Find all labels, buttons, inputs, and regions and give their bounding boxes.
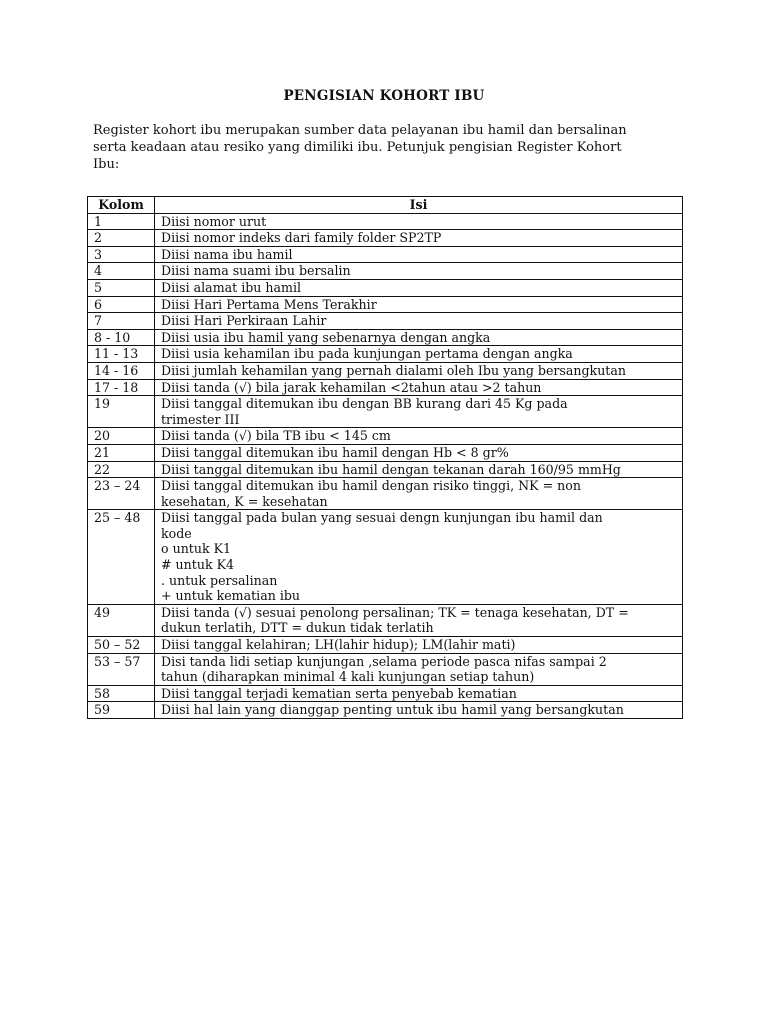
cell-kolom: 53 – 57: [88, 653, 155, 685]
cell-isi: Diisi tanggal ditemukan ibu dengan BB kurang dari 45 Kg pada trimester III: [155, 396, 683, 428]
cell-kolom: 8 - 10: [88, 329, 155, 346]
cell-kolom: 2: [88, 230, 155, 247]
table-row: [88, 313, 683, 330]
cell-kolom: 14 - 16: [88, 362, 155, 379]
cell-isi: Diisi tanggal kelahiran; LH(lahir hidup); LM(lahir mati): [155, 637, 683, 654]
table-row: [88, 461, 683, 478]
table-row: [88, 230, 683, 247]
cell-kolom: 4: [88, 263, 155, 280]
table-row: [88, 510, 683, 605]
cell-isi: Diisi nama suami ibu bersalin: [155, 263, 683, 280]
table-row: [88, 653, 683, 685]
table-row: [88, 246, 683, 263]
cell-isi: Diisi nomor urut: [155, 213, 683, 230]
table-row: [88, 296, 683, 313]
table-row: [88, 637, 683, 654]
table-row: [88, 362, 683, 379]
table-row: [88, 604, 683, 636]
cell-kolom: 6: [88, 296, 155, 313]
cell-kolom: 22: [88, 461, 155, 478]
cell-isi: Diisi Hari Perkiraan Lahir: [155, 313, 683, 330]
cell-kolom: 21: [88, 444, 155, 461]
table-row: [88, 346, 683, 363]
table-row: [88, 263, 683, 280]
cell-isi: Diisi nama ibu hamil: [155, 246, 683, 263]
cell-isi: Diisi tanggal pada bulan yang sesuai dengn kunjungan ibu hamil dan kode o untuk K1 # untuk K4 . untuk persalinan + untuk kematian ibu: [155, 510, 683, 605]
cell-isi: Diisi Hari Pertama Mens Terakhir: [155, 296, 683, 313]
table-row: [88, 329, 683, 346]
table-row: [88, 396, 683, 428]
cell-isi: Diisi tanggal ditemukan ibu hamil dengan risiko tinggi, NK = non kesehatan, K = kesehatan: [155, 478, 683, 510]
cell-isi: Diisi jumlah kehamilan yang pernah dialami oleh Ibu yang bersangkutan: [155, 362, 683, 379]
table-row: [88, 702, 683, 719]
table-row: [88, 213, 683, 230]
cell-isi: Diisi hal lain yang dianggap penting untuk ibu hamil yang bersangkutan: [155, 702, 683, 719]
cell-isi: Diisi tanda (√) bila TB ibu < 145 cm: [155, 428, 683, 445]
cell-isi: Diisi usia ibu hamil yang sebenarnya dengan angka: [155, 329, 683, 346]
cell-kolom: 49: [88, 604, 155, 636]
table-header-row: [88, 197, 683, 214]
table-row: [88, 444, 683, 461]
cell-kolom: 59: [88, 702, 155, 719]
cell-isi: Diisi usia kehamilan ibu pada kunjungan pertama dengan angka: [155, 346, 683, 363]
cell-kolom: 50 – 52: [88, 637, 155, 654]
cell-kolom: 11 - 13: [88, 346, 155, 363]
cell-kolom: 5: [88, 279, 155, 296]
cell-kolom: 19: [88, 396, 155, 428]
cell-isi: Diisi tanggal ditemukan ibu hamil dengan Hb < 8 gr%: [155, 444, 683, 461]
header-kolom: Kolom: [88, 197, 155, 214]
table-row: [88, 279, 683, 296]
table-row: [88, 478, 683, 510]
kohort-table: [87, 196, 683, 719]
table-row: [88, 428, 683, 445]
cell-isi: Diisi tanggal terjadi kematian serta penyebab kematian: [155, 685, 683, 702]
cell-kolom: 25 – 48: [88, 510, 155, 605]
table-row: [88, 379, 683, 396]
header-isi: Isi: [155, 197, 683, 214]
cell-kolom: 7: [88, 313, 155, 330]
document-title: PENGISIAN KOHORT IBU: [283, 88, 485, 104]
cell-isi: Diisi tanda (√) bila jarak kehamilan <2tahun atau >2 tahun: [155, 379, 683, 396]
cell-kolom: 58: [88, 685, 155, 702]
cell-isi: Disi tanda lidi setiap kunjungan ,selama periode pasca nifas sampai 2 tahun (diharapkan minimal 4 kali kunjungan setiap tahun): [155, 653, 683, 685]
table-row: [88, 685, 683, 702]
cell-kolom: 3: [88, 246, 155, 263]
cell-kolom: 1: [88, 213, 155, 230]
cell-isi: Diisi tanggal ditemukan ibu hamil dengan tekanan darah 160/95 mmHg: [155, 461, 683, 478]
cell-isi: Diisi nomor indeks dari family folder SP2TP: [155, 230, 683, 247]
cell-kolom: 17 - 18: [88, 379, 155, 396]
intro-paragraph: Register kohort ibu merupakan sumber data pelayanan ibu hamil dan bersalinan serta keadaan atau resiko yang dimiliki ibu. Petunjuk pengisian Register Kohort Ibu:: [93, 123, 627, 172]
cell-kolom: 23 – 24: [88, 478, 155, 510]
cell-isi: Diisi tanda (√) sesuai penolong persalinan; TK = tenaga kesehatan, DT = dukun terlatih, DTT = dukun tidak terlatih: [155, 604, 683, 636]
cell-kolom: 20: [88, 428, 155, 445]
cell-isi: Diisi alamat ibu hamil: [155, 279, 683, 296]
